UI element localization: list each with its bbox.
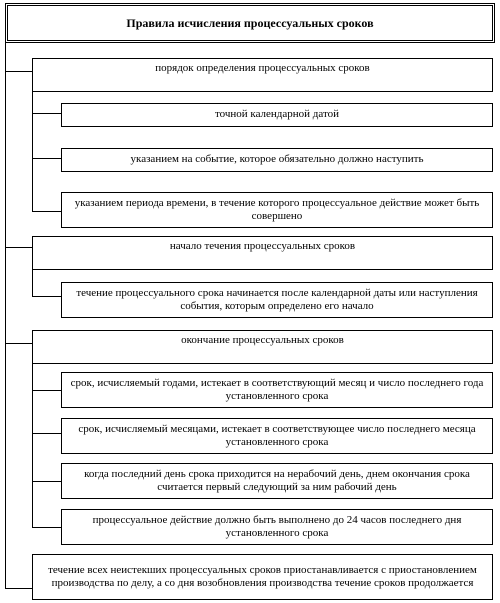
section-order-branch-line — [32, 92, 33, 212]
main-connector-line — [5, 43, 6, 589]
section-end-box — [32, 330, 493, 364]
end-item-1-text: срок, исчисляемый годами, истекает в соответствующий месяц и число последнего года установленного срока — [70, 376, 484, 402]
section-start-box — [32, 236, 493, 270]
connector-section-3 — [5, 343, 32, 344]
connector-end-item-4 — [32, 527, 61, 528]
section-end-branch-line — [32, 364, 33, 528]
diagram-title — [5, 3, 495, 43]
connector-end-item-2 — [32, 433, 61, 434]
section-order-label: порядок определения процессуальных сроков — [155, 62, 370, 74]
section-order-box — [32, 58, 493, 92]
connector-start-item-1 — [32, 296, 61, 297]
connector-order-item-1 — [32, 113, 61, 114]
end-item-2-box — [61, 418, 493, 454]
end-item-4-text: процессуальное действие должно быть выполнено до 24 часов последнего дня установленного срока — [92, 513, 462, 539]
order-item-1-box — [61, 103, 493, 127]
end-item-1-box — [61, 372, 493, 408]
connector-end-item-3 — [32, 481, 61, 482]
section-end-label: окончание процессуальных сроков — [181, 334, 344, 346]
diagram-title-text: Правила исчисления процессуальных сроков — [126, 15, 374, 30]
connector-order-item-3 — [32, 211, 61, 212]
order-item-3-text: указанием периода времени, в течение которого процессуальное действие может быть совершено — [74, 196, 480, 222]
order-item-2-text: указанием на событие, которое обязательно должно наступить — [130, 153, 424, 166]
section-suspension-box — [32, 554, 493, 600]
connector-end-item-1 — [32, 390, 61, 391]
connector-order-item-2 — [32, 158, 61, 159]
connector-section-2 — [5, 247, 32, 248]
section-start-label: начало течения процессуальных сроков — [169, 240, 356, 252]
connector-section-4 — [5, 588, 32, 589]
end-item-3-box — [61, 463, 493, 499]
end-item-2-text: срок, исчисляемый месяцами, истекает в соответствующее число последнего месяца установленного срока — [78, 422, 476, 448]
start-item-1-text: течение процессуального срока начинается после календарной даты или наступления события, которым определено его начало — [76, 286, 478, 312]
section-start-branch-line — [32, 270, 33, 297]
order-item-3-box — [61, 192, 493, 228]
end-item-3-text: когда последний день срока приходится на нерабочий день, днем окончания срока считается первый следующий за ним рабочий день — [84, 467, 470, 493]
order-item-2-box — [61, 148, 493, 172]
start-item-1-box — [61, 282, 493, 318]
order-item-1-text: точной календарной датой — [214, 108, 340, 121]
section-suspension-text: течение всех неистекших процессуальных сроков приостанавливается с приостановлением производства по делу, а со дня возобновления производства течение сроков продолжается — [48, 563, 477, 589]
connector-section-1 — [5, 71, 32, 72]
end-item-4-box — [61, 509, 493, 545]
